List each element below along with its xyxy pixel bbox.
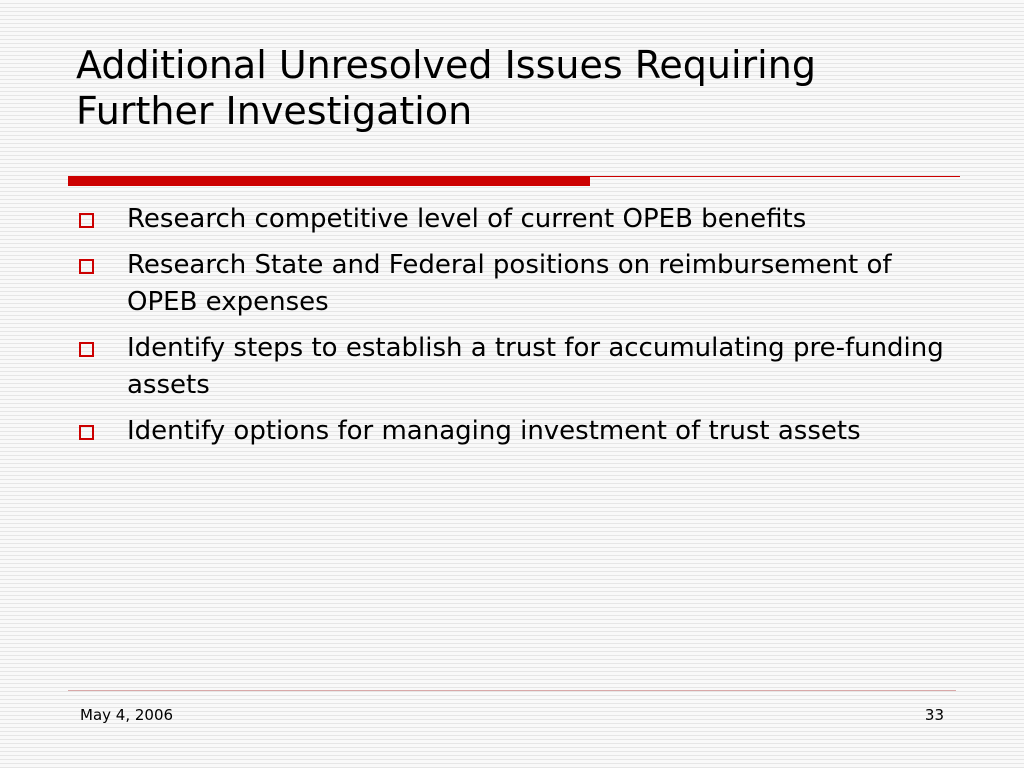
bullet-text: Identify steps to establish a trust for accumulating pre-funding assets (127, 333, 944, 400)
bullet-text: Identify options for managing investment of trust assets (127, 416, 861, 446)
title-divider-thin (590, 176, 960, 177)
bullet-item (76, 330, 966, 404)
bullet-text: Research competitive level of current OPEB benefits (127, 204, 807, 234)
hollow-square-bullet-icon (79, 425, 94, 440)
bullet-text: Research State and Federal positions on reimbursement of OPEB expenses (127, 250, 892, 317)
hollow-square-bullet-icon (79, 213, 94, 228)
bullet-item (76, 201, 966, 238)
bullet-item (76, 413, 966, 450)
bullet-item (76, 247, 966, 321)
slide-title-line-1: Additional Unresolved Issues Requiring (76, 43, 816, 87)
title-divider-thick (68, 176, 590, 186)
footer-date: May 4, 2006 (80, 706, 174, 724)
slide-title-line-2: Further Investigation (76, 89, 473, 133)
hollow-square-bullet-icon (79, 259, 94, 274)
hollow-square-bullet-icon (79, 342, 94, 357)
footer-divider (68, 690, 956, 691)
page-number: 33 (924, 706, 944, 724)
bullet-list (76, 201, 966, 459)
slide-title (76, 42, 976, 134)
